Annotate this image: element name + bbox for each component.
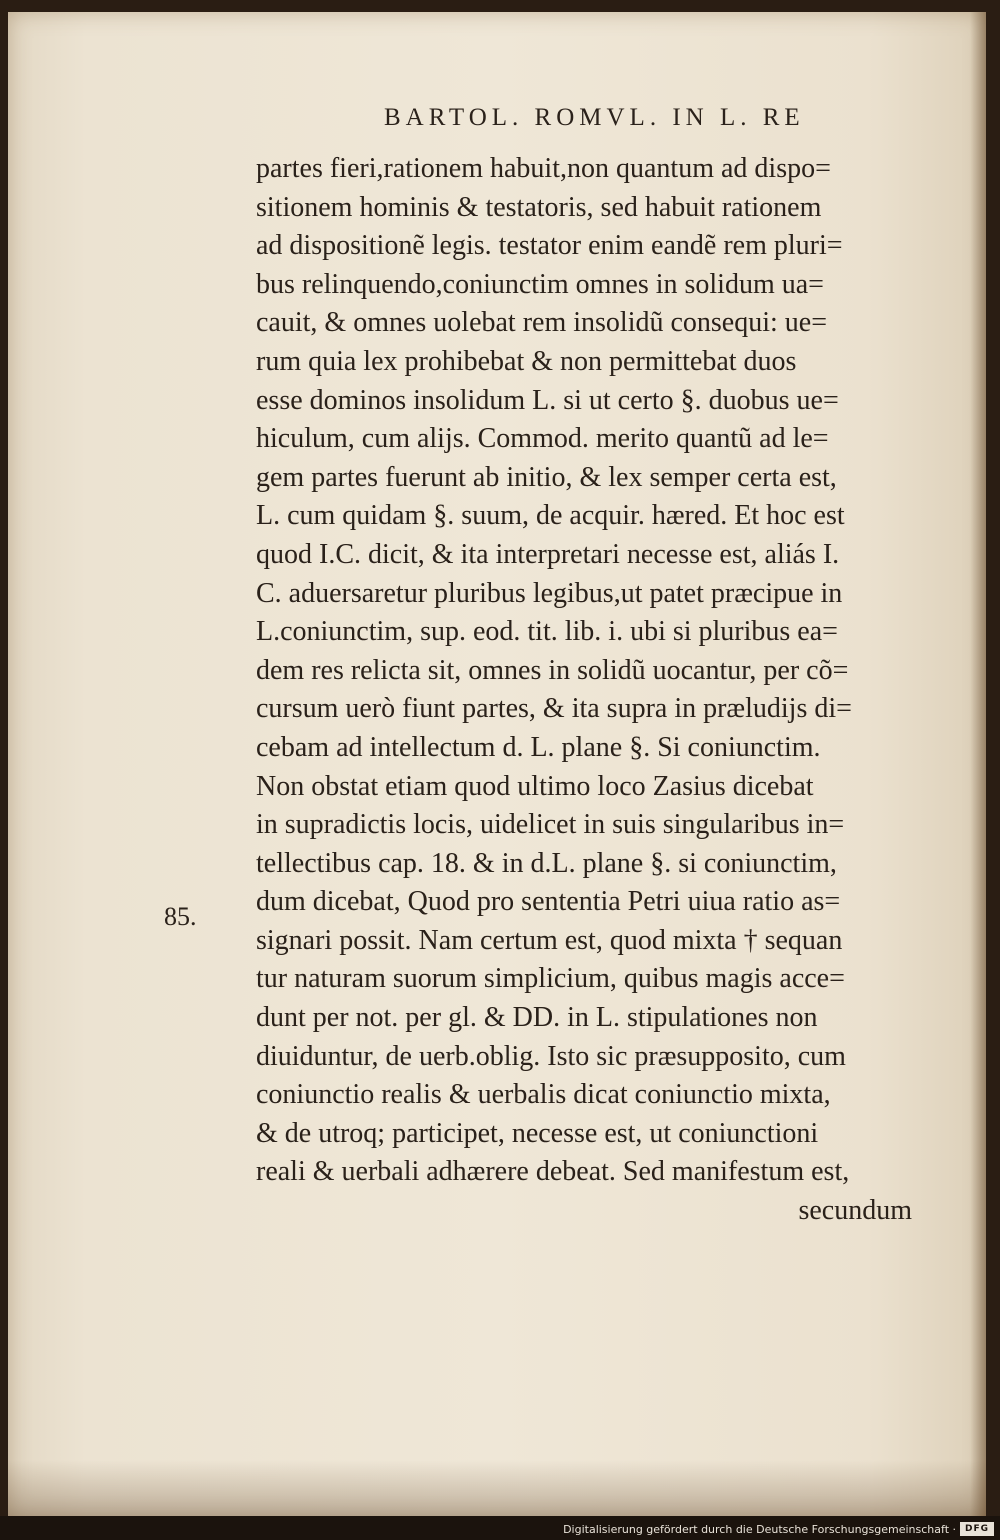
text-line: signari possit. Nam certum est, quod mixta † sequan [256, 924, 843, 956]
text-line: L.coniunctim, sup. eod. tit. lib. i. ubi si pluribus ea= [256, 616, 838, 648]
text-line: rum quia lex prohibebat & non permittebat duos [256, 345, 797, 377]
text-line: ad dispositionẽ legis. testator enim eandẽ rem pluri= [256, 230, 843, 262]
text-line: tur naturam suorum simplicium, quibus magis acce= [256, 963, 845, 995]
footer-bar [0, 1516, 1000, 1540]
text-line: in supradictis locis, uidelicet in suis singularibus in= [256, 809, 845, 841]
text-line: partes fieri,rationem habuit,non quantum ad dispo= [256, 153, 831, 184]
text-line: gem partes fuerunt ab initio, & lex semper certa est, [256, 461, 837, 493]
text-line: L. cum quidam §. suum, de acquir. hæred. Et hoc est [256, 500, 845, 532]
text-line: C. aduersaretur pluribus legibus,ut patet præcipue in [256, 577, 843, 609]
text-line: hiculum, cum alijs. Commod. merito quantũ ad le= [256, 423, 829, 455]
text-line: secundum [798, 1195, 912, 1227]
text-line: cebam ad intellectum d. L. plane §. Si coniunctim. [256, 731, 821, 763]
funding-credit: Digitalisierung gefördert durch die Deutsche Forschungsgemeinschaft · [563, 1523, 956, 1536]
text-line: & de utroq; participet, necesse est, ut coniunctioni [256, 1117, 819, 1149]
margin-note: 85. [164, 902, 197, 931]
text-line: dunt per not. per gl. & DD. in L. stipulationes non [256, 1002, 818, 1034]
text-line: quod I.C. dicit, & ita interpretari necesse est, aliás I. [256, 538, 840, 570]
text-line: dem res relicta sit, omnes in solidũ uocantur, per cõ= [256, 654, 849, 686]
page-bottom-shadow [8, 1460, 986, 1520]
text-line: tellectibus cap. 18. & in d.L. plane §. si coniunctim, [256, 847, 837, 879]
page-edge-shadow [970, 12, 986, 1520]
text-line: diuiduntur, de uerb.oblig. Isto sic præsupposito, cum [256, 1040, 846, 1072]
text-line: cursum uerò fiunt partes, & ita supra in præludijs di= [256, 693, 852, 725]
text-line: bus relinquendo,coniunctim omnes in solidum ua= [256, 268, 824, 300]
text-line: coniunctio realis & uerbalis dicat coniunctio mixta, [256, 1079, 831, 1111]
text-line: reali & uerbali adhærere debeat. Sed manifestum est, [256, 1156, 850, 1188]
dfg-logo: DFG [960, 1522, 994, 1536]
text-line: esse dominos insolidum L. si ut certo §. duobus ue= [256, 384, 839, 416]
text-line: cauit, & omnes uolebat rem insolidũ consequi: ue= [256, 307, 828, 339]
running-head: BARTOL. ROMVL. IN L. RE [384, 104, 805, 131]
text-line: Non obstat etiam quod ultimo loco Zasius dicebat [256, 770, 814, 802]
text-line: sitionem hominis & testatoris, sed habuit rationem [256, 191, 822, 223]
body-text [256, 150, 962, 1231]
text-line: dum dicebat, Quod pro sententia Petri uiua ratio as= [256, 886, 841, 918]
